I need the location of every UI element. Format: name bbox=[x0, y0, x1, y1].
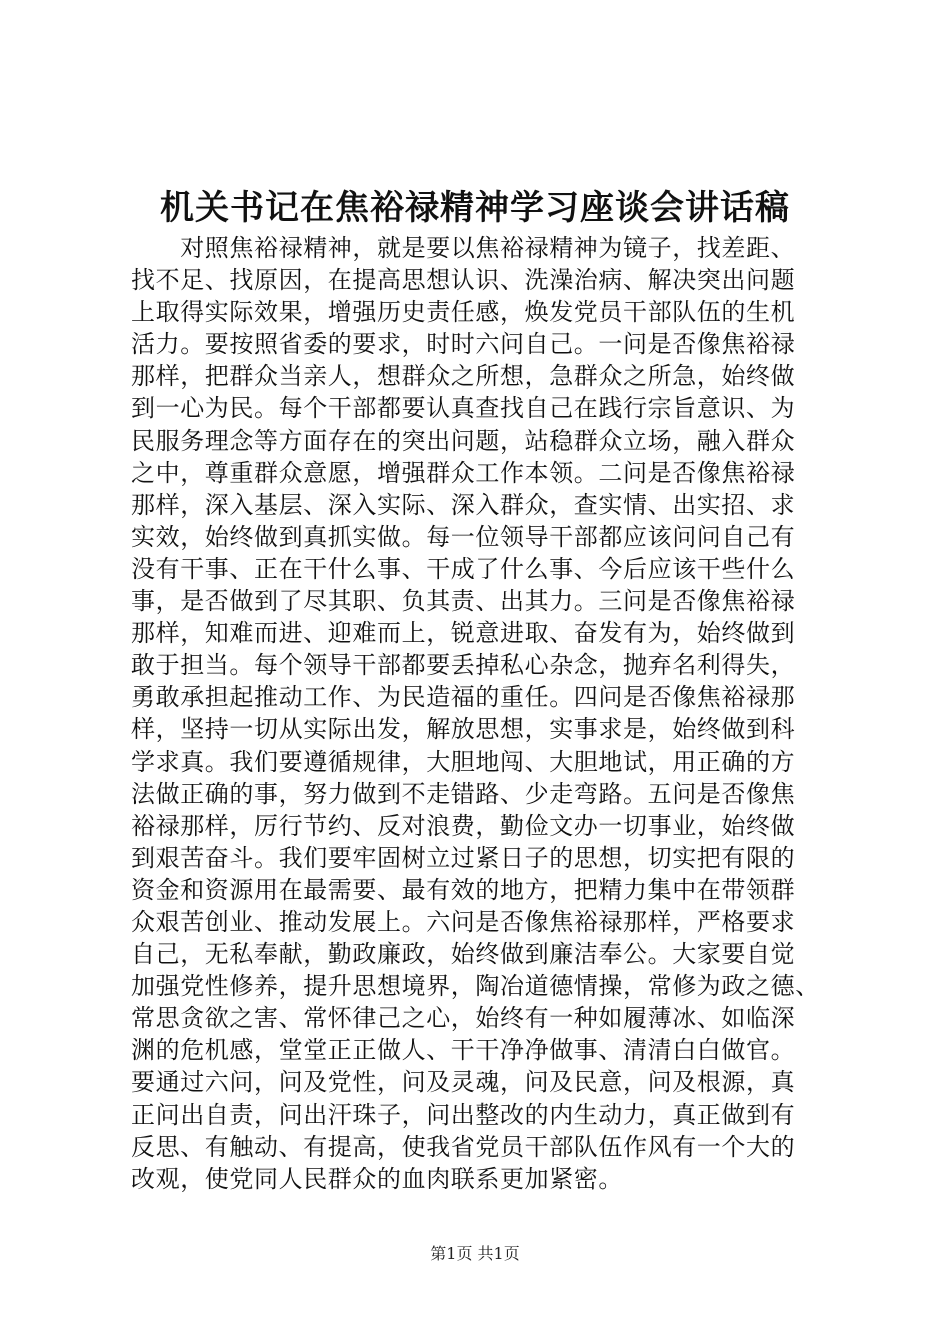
body-line: 之中，尊重群众意愿，增强群众工作本领。二问是否像焦裕禄 bbox=[131, 458, 796, 487]
body-line: 常思贪欲之害、常怀律己之心，始终有一种如履薄冰、如临深 bbox=[131, 1004, 796, 1033]
body-line: 要通过六问，问及党性，问及灵魂，问及民意，问及根源，真 bbox=[131, 1068, 796, 1097]
body-line: 没有干事、正在干什么事、干成了什么事、今后应该干些什么 bbox=[131, 554, 796, 583]
body-line: 找不足、找原因，在提高思想认识、洗澡治病、解决突出问题 bbox=[131, 266, 796, 295]
body-line: 勇敢承担起推动工作、为民造福的重任。四问是否像焦裕禄那 bbox=[131, 683, 796, 712]
body-line: 上取得实际效果，增强历史责任感，焕发党员干部队伍的生机 bbox=[131, 298, 796, 327]
body-line: 到一心为民。每个干部都要认真查找自己在践行宗旨意识、为 bbox=[131, 394, 796, 423]
body-line: 事，是否做到了尽其职、负其责、出其力。三问是否像焦裕禄 bbox=[131, 587, 796, 616]
body-line: 众艰苦创业、推动发展上。六问是否像焦裕禄那样，严格要求 bbox=[131, 907, 796, 936]
body-line: 到艰苦奋斗。我们要牢固树立过紧日子的思想，切实把有限的 bbox=[131, 843, 796, 872]
body-line: 资金和资源用在最需要、最有效的地方，把精力集中在带领群 bbox=[131, 875, 796, 904]
body-line: 活力。要按照省委的要求，时时六问自己。一问是否像焦裕禄 bbox=[131, 330, 796, 359]
body-line: 裕禄那样，厉行节约、反对浪费，勤俭文办一切事业，始终做 bbox=[131, 811, 796, 840]
document-body bbox=[131, 232, 831, 1195]
body-line: 反思、有触动、有提高，使我省党员干部队伍作风有一个大的 bbox=[131, 1132, 796, 1161]
body-line: 敢于担当。每个领导干部都要丢掉私心杂念，抛弃名利得失， bbox=[131, 651, 796, 680]
body-line: 法做正确的事，努力做到不走错路、少走弯路。五问是否像焦 bbox=[131, 779, 796, 808]
body-line: 正问出自责，问出汗珠子，问出整改的内生动力，真正做到有 bbox=[131, 1100, 796, 1129]
body-line: 那样，深入基层、深入实际、深入群众，查实情、出实招、求 bbox=[131, 490, 796, 519]
document-title: 机关书记在焦裕禄精神学习座谈会讲话稿 bbox=[160, 188, 790, 228]
body-line: 改观，使党同人民群众的血肉联系更加紧密。 bbox=[131, 1164, 623, 1193]
body-line: 民服务理念等方面存在的突出问题，站稳群众立场，融入群众 bbox=[131, 426, 796, 455]
body-line: 渊的危机感，堂堂正正做人、干干净净做事、清清白白做官。 bbox=[131, 1036, 796, 1065]
body-line: 学求真。我们要遵循规律，大胆地闯、大胆地试，用正确的方 bbox=[131, 747, 796, 776]
body-line: 对照焦裕禄精神，就是要以焦裕禄精神为镜子，找差距、 bbox=[131, 234, 796, 262]
body-line: 那样，知难而进、迎难而上，锐意进取、奋发有为，始终做到 bbox=[131, 619, 796, 648]
page-footer: 第1页 共1页 bbox=[430, 1244, 520, 1263]
body-line: 实效，始终做到真抓实做。每一位领导干部都应该问问自己有 bbox=[131, 522, 796, 551]
body-line: 那样，把群众当亲人，想群众之所想，急群众之所急，始终做 bbox=[131, 362, 796, 391]
body-line: 样，坚持一切从实际出发，解放思想，实事求是，始终做到科 bbox=[131, 715, 796, 744]
body-line: 加强党性修养，提升思想境界，陶冶道德情操，常修为政之德、 bbox=[131, 972, 820, 1001]
body-line: 自己，无私奉献，勤政廉政，始终做到廉洁奉公。大家要自觉 bbox=[131, 940, 796, 969]
